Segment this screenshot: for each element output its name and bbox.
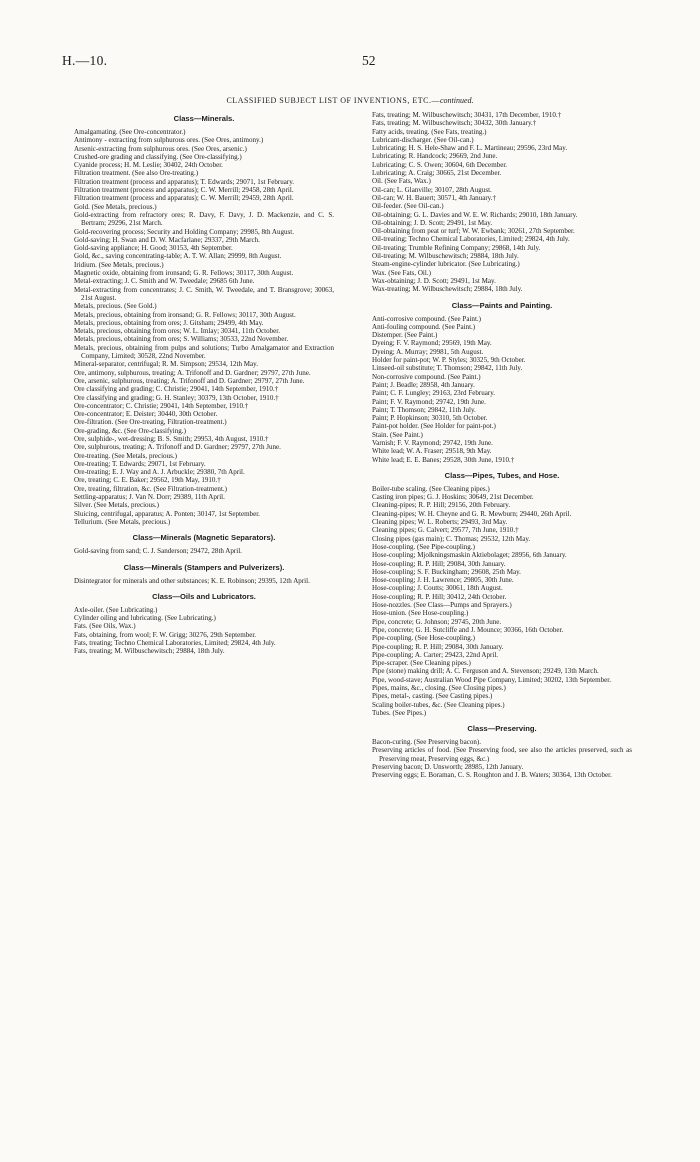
index-entry: Filtration treatment (process and apparatus); T. Edwards; 29071, 1st February. xyxy=(74,177,295,186)
index-entry: Cleaning-pipes; R. P. Hill; 29156, 20th February. xyxy=(372,501,511,510)
index-entry: Metals, precious. (See Gold.) xyxy=(74,302,157,311)
index-entry: Hose-union. (See Hose-coupling.) xyxy=(372,609,469,618)
index-entry: Hose-coupling; J. Coutts; 30061, 18th August. xyxy=(372,584,503,593)
index-entry: Steam-engine-cylinder lubricator. (See Lubricating.) xyxy=(372,260,520,269)
index-entry: Stain. (See Paint.) xyxy=(372,430,423,439)
index-entry: Pipe-coupling; A. Carter; 29423, 22nd April. xyxy=(372,650,499,659)
index-entry: Wax. (See Fats, Oil.) xyxy=(372,268,431,277)
index-entry: Ore, treating, filtration, &c. (See Filtration-treatment.) xyxy=(74,484,228,493)
index-entry: Gold-recovering process; Security and Holding Company; 29985, 8th August. xyxy=(74,227,294,236)
class-heading: Class—Minerals (Stampers and Pulverizers). xyxy=(123,562,285,572)
index-entry: Filtration treatment (process and apparatus); C. W. Merrill; 29458, 28th April. xyxy=(74,186,294,195)
index-entry: Disintegrator for minerals and other substances; K. E. Robinson; 29395, 12th April. xyxy=(74,576,310,585)
index-entry: Pipe-coupling. (See Hose-coupling.) xyxy=(372,634,475,643)
index-entry: Ore, arsenic, sulphurous, treating; A. Trifonoff and D. Gardner; 29797, 27th June. xyxy=(74,376,305,385)
index-entry: Ore, antimony, sulphurous, treating; A. Trifonoff and D. Gardner; 29797, 27th June. xyxy=(74,368,311,377)
index-entry: Paint; P. Hopkinson; 30310, 5th October. xyxy=(372,414,488,423)
index-entry: Gold-saving appliance; H. Good; 30153, 4th September. xyxy=(74,244,233,253)
index-entry: Preserving bacon; D. Unsworth; 28985, 12th January. xyxy=(372,763,524,772)
index-entry: Metals, precious, obtaining from ores; J. Gitsham; 29499, 4th May. xyxy=(74,318,264,327)
index-entry: Arsenic-extracting from sulphurous ores. (See Ores, arsenic.) xyxy=(74,144,247,153)
index-entry: Lubricating; R. Handcock; 29669, 2nd June. xyxy=(372,152,498,161)
index-entry: Metals, precious, obtaining from ores; S. Williams; 30533, 22nd November. xyxy=(74,335,289,344)
index-entry: Oil-obtaining; G. L. Davies and W. E. W. Richards; 29010, 18th January. xyxy=(372,210,578,219)
index-entry: Paint; T. Thomson; 29842, 11th July. xyxy=(372,405,476,414)
index-entry: Oil-feeder. (See Oil-can.) xyxy=(372,202,444,211)
class-heading: Class—Minerals (Magnetic Separators). xyxy=(132,533,276,543)
index-entry: Oil-treating; Techno Chemical Laboratories, Limited; 29824, 4th July. xyxy=(372,235,570,244)
index-entry: Wax-obtaining; J. D. Scott; 29491, 1st May. xyxy=(372,276,496,285)
index-entry: Ore classifying and grading; C. Christie; 29041, 14th September, 1910.† xyxy=(74,385,279,394)
index-entry: Oil-can; L. Glanville; 30107, 28th August. xyxy=(372,185,492,194)
index-entry: Ore-grading, &c. (See Ore-classifying.) xyxy=(74,426,186,435)
index-entry: Pipe-scraper. (See Cleaning pipes.) xyxy=(372,659,471,668)
index-entry: Sluicing, centrifugal, apparatus; A. Ponten; 30147, 1st September. xyxy=(74,509,260,518)
index-entry: Pipes, metal-, casting. (See Casting pipes.) xyxy=(372,692,493,701)
index-entry: Dyeing; A. Murray; 29981, 5th August. xyxy=(372,347,484,356)
index-entry: Tubes. (See Pipes.) xyxy=(372,708,427,717)
index-entry: Antimony - extracting from sulphurous ores. (See Ores, antimony.) xyxy=(74,136,264,145)
index-entry: Lubricating; C. S. Owen; 30604, 6th December. xyxy=(372,160,508,169)
index-entry: Hose-coupling; R. P. Hill; 30412, 24th October. xyxy=(372,592,507,601)
index-entry: Ore, sulphurous, treating; A. Trifonoff and D. Gardner; 29797, 27th June. xyxy=(74,443,281,452)
index-entry: Lubricant-discharger. (See Oil-can.) xyxy=(372,135,474,144)
index-entry: Distemper. (See Paint.) xyxy=(372,331,438,340)
index-entry: Hose-coupling; R. P. Hill; 29084, 30th January. xyxy=(372,559,506,568)
index-entry: Pipe, wood-stave; Australian Wood Pipe Company, Limited; 30202, 13th September. xyxy=(372,675,612,684)
index-entry: Hose-coupling. (See Pipe-coupling.) xyxy=(372,542,475,551)
index-entry: Fats, treating; Techno Chemical Laboratories, Limited; 29824, 4th July. xyxy=(74,639,276,648)
right-column xyxy=(372,111,632,780)
index-entry: Hose-coupling; S. F. Buckingham; 29608, 25th May. xyxy=(372,567,521,576)
index-entry: Preserving eggs; E. Boraman, C. S. Roughton and J. B. Waters; 30364, 13th October. xyxy=(372,771,612,780)
index-entry: Ore-treating; E. J. Way and A. J. Arbuckle; 29380, 7th April. xyxy=(74,468,245,477)
index-entry: Filtration treatment. (See also Ore-treating.) xyxy=(74,169,199,178)
left-column xyxy=(74,111,334,656)
index-entry: Fats, treating; M. Wilbuschewitsch; 30431, 17th December, 1910.† xyxy=(372,111,562,119)
index-entry: Hose-coupling; Mjolkningsmaskin Aktiebolaget; 28956, 6th January. xyxy=(372,551,567,560)
index-entry: Fatty acids, treating. (See Fats, treating.) xyxy=(372,127,487,136)
index-entry: Ore-concentrator; E. Deister; 30440, 30th October. xyxy=(74,410,218,419)
index-entry: Bacon-curing. (See Preserving bacon). xyxy=(372,738,481,747)
index-entry: Gold-saving; H. Swan and D. W. Macfarlane; 29337, 29th March. xyxy=(74,235,260,244)
index-entry: Oil-obtaining; J. D. Scott; 29491, 1st May. xyxy=(372,218,493,227)
index-entry: Paint; F. V. Raymond; 29742, 19th June. xyxy=(372,397,486,406)
index-entry: Boiler-tube scaling. (See Cleaning pipes.) xyxy=(372,484,490,493)
index-entry: Gold-extracting from refractory ores; R. Davy, F. Davy, J. D. Mackenzie, and C. S. Bertram; 29296, 21st March. xyxy=(74,210,334,228)
index-entry: White lead; E. E. Banes; 29528, 30th June, 1910.† xyxy=(372,455,515,464)
index-entry: Pipe-coupling; R. P. Hill; 29084, 30th January. xyxy=(372,642,504,651)
index-entry: Holder for paint-pot; W. P. Styles; 30325, 9th October. xyxy=(372,356,526,365)
index-entry: Pipes, mains, &c., closing. (See Closing pipes.) xyxy=(372,684,506,692)
index-entry: Ore-treating; T. Edwards; 29071, 1st February. xyxy=(74,459,206,468)
index-entry: Scaling boiler-tubes, &c. (See Cleaning pipes.) xyxy=(372,700,505,709)
index-entry: Lubricating; H. S. Hele-Shaw and F. L. Martineau; 29596, 23rd May. xyxy=(372,144,568,153)
index-entry: Pipe (stone) making drill; A. C. Ferguson and A. Stevenson; 29249, 13th March. xyxy=(372,667,599,676)
index-entry: Closing pipes (gas main); C. Thomas; 29532, 12th May. xyxy=(372,534,531,543)
index-entry: Cleaning pipes; W. L. Roberts; 29493, 3rd May. xyxy=(372,518,508,527)
index-entry: Ore classifying and grading; G. H. Stanley; 30379, 13th October, 1910.† xyxy=(74,393,279,402)
index-entry: Oil-can; W. H. Bauert; 30571, 4th January.† xyxy=(372,193,497,202)
page-subtitle xyxy=(0,96,700,105)
index-entry: Paint-pot holder. (See Holder for paint-pot.) xyxy=(372,422,496,431)
index-entry: Oil-treating; Trumble Refining Company; 29868, 14th July. xyxy=(372,243,541,252)
index-entry: Gold-saving from sand; C. J. Sanderson; 29472, 28th April. xyxy=(74,547,242,556)
index-entry: Ore, sulphide-, wet-dressing; B. S. Smith; 29953, 4th August, 1910.† xyxy=(74,434,269,443)
class-heading: Class—Oils and Lubricators. xyxy=(152,591,256,601)
index-entry: Tellurium. (See Metals, precious.) xyxy=(74,517,171,526)
index-entry: Dyeing; F. V. Raymond; 29569, 19th May. xyxy=(372,339,492,348)
index-entry: Non-corrosive compound. (See Paint.) xyxy=(372,372,481,381)
index-entry: Cleaning pipes; G. Calvert; 29577, 7th June, 1910.† xyxy=(372,526,519,535)
index-entry: Anti-corrosive compound. (See Paint.) xyxy=(372,314,482,323)
index-entry: Hose-nozzles. (See Class—Pumps and Sprayers.) xyxy=(372,601,512,610)
index-entry: Wax-treating; M. Wilbuschewitsch; 29884, 18th July. xyxy=(372,285,523,294)
index-entry: Silver. (See Metals, precious.) xyxy=(74,501,159,510)
class-heading: Class—Paints and Painting. xyxy=(451,300,553,310)
subtitle-continued: continued. xyxy=(439,96,474,105)
index-entry: Cylinder oiling and lubricating. (See Lubricating.) xyxy=(74,614,216,623)
index-entry: White lead; W. A. Fraser; 29518, 9th May. xyxy=(372,447,492,456)
index-entry: Amalgamating. (See Ore-concentrator.) xyxy=(74,128,186,136)
index-entry: Crushed-ore grading and classifying. (See Ore-classifying.) xyxy=(74,152,242,161)
index-entry: Linseed-oil substitute; T. Thomson; 29842, 11th July. xyxy=(372,364,523,373)
index-entry: Ore-concentrator; C. Christie; 29041, 14th September, 1910.† xyxy=(74,401,249,410)
index-entry: Metal-extracting; J. C. Smith and W. Tweedale; 29685 6th June. xyxy=(74,277,255,286)
index-entry: Magnetic oxide, obtaining from ironsand; G. R. Fellows; 30117, 30th August. xyxy=(74,269,294,278)
index-entry: Paint; C. F. Lungley; 29163, 23rd February. xyxy=(372,389,496,398)
index-entry: Pipe, concrete; G. Johnson; 29745, 20th June. xyxy=(372,617,502,626)
index-entry: Cyanide process; H. M. Leslie; 30402, 24th October. xyxy=(74,161,223,170)
index-entry: Gold. (See Metals, precious.) xyxy=(74,202,157,211)
index-entry: Fats, obtaining, from wool; F. W. Grigg; 30276, 29th September. xyxy=(74,630,257,639)
index-entry: Iridium. (See Metals, precious.) xyxy=(74,260,164,269)
index-entry: Varnish; F. V. Raymond; 29742, 19th June. xyxy=(372,438,493,447)
index-entry: Axle-oiler. (See Lubricating.) xyxy=(74,605,158,614)
class-heading: Class—Minerals. xyxy=(173,114,235,123)
index-entry: Fats, treating; M. Wilbuschewitsch; 29884, 18th July. xyxy=(74,647,225,656)
index-entry: Filtration treatment (process and apparatus); C. W. Merrill; 29459, 28th April. xyxy=(74,194,294,203)
index-entry: Gold, &c., saving concentrating-table; A. T. W. Allan; 29999, 8th August. xyxy=(74,252,282,261)
index-entry: Metal-extracting from concentrates; J. C. Smith, W. Tweedale, and T. Bransgrove; 30063, 21st August. xyxy=(74,285,334,302)
index-entry: Ore, treating; C. E. Baker; 29562, 19th May, 1910.† xyxy=(74,476,221,485)
index-entry: Pipe, concrete; G. H. Sutcliffe and J. Mounce; 30366, 16th October. xyxy=(372,625,564,634)
page-id: H.—10. xyxy=(62,53,108,68)
index-entry: Hose-coupling; J. H. Lawrence; 29805, 30th June. xyxy=(372,576,514,585)
index-entry: Metals, precious, obtaining from ores; W. L. Imlay; 30341, 11th October. xyxy=(74,327,281,336)
index-entry: Ore-filtration. (See Ore-treating, Filtration-treatment.) xyxy=(74,418,227,427)
index-entry: Mineral-separator, centrifugal; R. M. Simpson; 29534, 12th May. xyxy=(74,360,259,369)
index-entry: Casting iron pipes; G. J. Hoskins; 30649, 21st December. xyxy=(372,493,534,502)
index-entry: Metals, precious, obtaining from pulps and solutions; Turbo Amalgamator and Extraction Company, Limited; 30528, 22nd November. xyxy=(74,343,334,361)
index-entry: Fats, treating; M. Wilbuschewitsch; 30432, 30th January.† xyxy=(372,119,537,128)
index-entry: Fats. (See Oils, Wax.) xyxy=(74,622,136,631)
index-entry: Anti-fouling compound. (See Paint.) xyxy=(372,322,476,331)
index-entry: Ore-treating. (See Metals, precious.) xyxy=(74,451,177,460)
index-entry: Cleaning-pipes; W. H. Cheyne and G. R. Mewburn; 29440, 26th April. xyxy=(372,509,572,518)
index-entry: Settling-apparatus; J. Van N. Dorr; 29389, 11th April. xyxy=(74,493,225,502)
class-heading: Class—Pipes, Tubes, and Hose. xyxy=(444,470,560,480)
class-heading: Class—Preserving. xyxy=(467,724,537,734)
index-entry: Oil. (See Fats, Wax.) xyxy=(372,177,431,186)
index-entry: Oil-treating; M. Wilbuschewitsch; 29884, 18th July. xyxy=(372,252,519,261)
subtitle-text: CLASSIFIED SUBJECT LIST OF INVENTIONS, ETC.— xyxy=(226,96,440,105)
page-number: 52 xyxy=(362,53,376,68)
index-entry: Oil-obtaining from peat or turf; W. W. Ewbank; 30261, 27th September. xyxy=(372,227,575,236)
index-entry: Lubricating; A. Craig; 30665, 21st December. xyxy=(372,169,502,178)
index-entry: Preserving articles of food. (See Preserving food, see also the articles preserved, such as Preserving meat, Preserving eggs, &c.) xyxy=(372,746,632,763)
index-entry: Metals, precious, obtaining from ironsand; G. R. Fellows; 30117, 30th August. xyxy=(74,310,296,319)
index-entry: Paint; J. Beadle; 28958, 4th January. xyxy=(372,380,475,389)
